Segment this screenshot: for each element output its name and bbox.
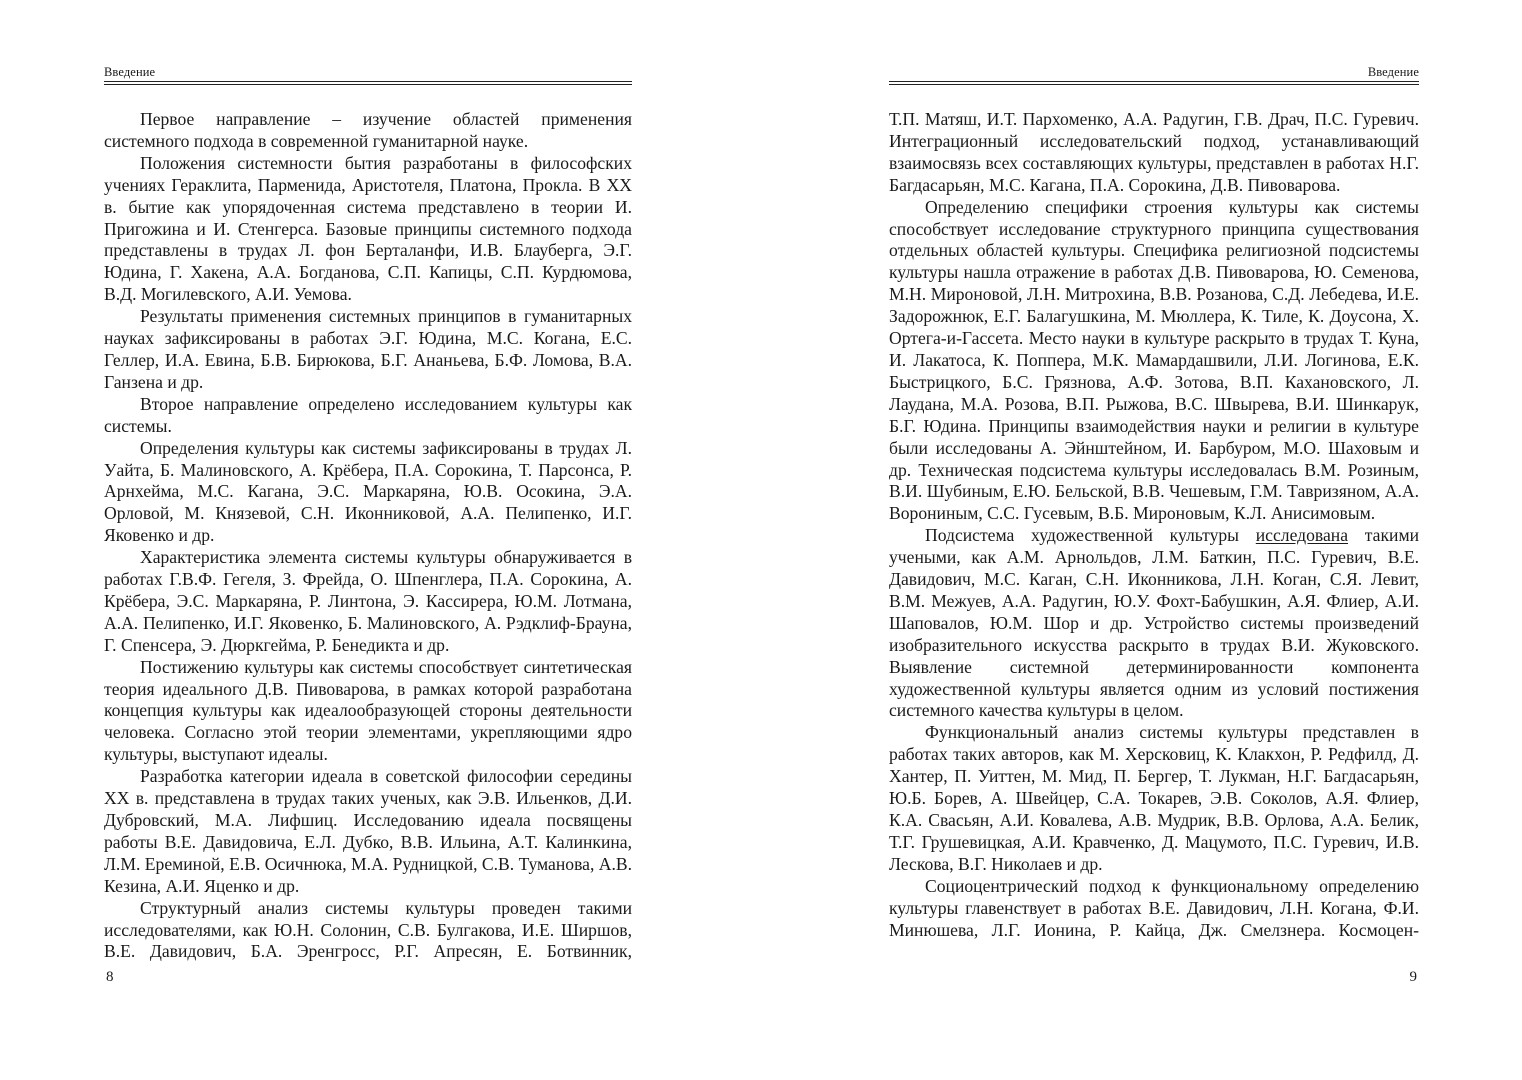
- paragraph: Характеристика элемента системы культуры обнаруживается в работах Г.В.Ф. Гегеля, З. Фрейда, О. Шпенглера, П.А. Сорокина, А. Крёбера, Э.С. Маркаряна, Р. Линтона, Э. Кассирера, Ю.М. Лотмана, А.А. Пелипенко, И.Г. Яковенко, Б. Малиновского, А. Рэдклиф-Брауна, Г. Спенсера, Э. Дюркгейма, Р. Бенедикта и др.: [104, 547, 632, 655]
- header-rule: [104, 84, 632, 85]
- paragraph: Постижению культуры как системы способствует синтетическая теория идеального Д.В. Пивоварова, в рамках которой разработана концепция культуры как идеалообразующей стороны деятельности человека. Согласно этой теории элементами, укрепляющими ядро культуры, выступают идеалы.: [104, 656, 632, 765]
- paragraph: Т.П. Матяш, И.Т. Пархоменко, А.А. Радугин, Г.В. Драч, П.С. Гуревич. Интеграционный исследовательский подход, устанавливающий взаимосвязь всех составляющих культуры, представлен в работах Н.Г. Багдасарьян, М.С. Кагана, П.А. Сорокина, Д.В. Пивоварова.: [889, 109, 1419, 195]
- left-page: [104, 0, 632, 1080]
- paragraph-text: Подсистема художественной культуры: [925, 525, 1256, 546]
- running-head: [889, 65, 1419, 87]
- body-text: [889, 109, 1419, 941]
- page-number: 9: [1409, 969, 1417, 985]
- paragraph: Определению специфики строения культуры как системы способствует исследование структурного принципа существования отдельных областей культуры. Специфика религиозной подсистемы культуры нашла отражение в работах Д.В. Пивоварова, Ю. Семенова, М.Н. Мироновой, Л.Н. Митрохина, В.В. Розанова, С.Д. Лебедева, И.Е. Задорожнюк, Е.Г. Балагушкина, М. Мюллера, К. Тиле, К. Доусона, Х. Ортега-и-Гассета. Место науки в культуре раскрыто в трудах Т. Куна, И. Лакатоса, К. Поппера, М.К. Мамардашвили, Л.И. Логинова, Е.К. Быстрицкого, Б.С. Грязнова, А.Ф. Зотова, В.П. Кахановского, Л. Лаудана, М.А. Розова, В.П. Рыжова, В.С. Швырева, В.И. Шинкарук, Б.Г. Юдина. Принципы взаимодействия науки и религии в культуре были исследованы А. Эйнштейном, И. Барбуром, М.О. Шаховым и др. Техническая подсистема культуры исследовалась В.М. Розиным, В.И. Шубиным, Е.Ю. Бельской, В.В. Чешевым, Г.М. Тавризяном, А.А. Ворониным, С.С. Гусевым, В.Б. Мироновым, К.Л. Анисимовым.: [889, 196, 1419, 524]
- page-number: 8: [106, 969, 114, 985]
- paragraph: Второе направление определено исследованием культуры как системы.: [104, 393, 632, 436]
- running-head-title: Введение: [1367, 65, 1419, 79]
- header-rule: [889, 81, 1419, 82]
- running-head: [104, 65, 632, 87]
- header-rule: [889, 84, 1419, 85]
- running-head-title: Введение: [104, 65, 156, 79]
- right-page: [889, 0, 1419, 1080]
- paragraph: Результаты применения системных принципов в гуманитарных науках зафиксированы в работах Э.Г. Юдина, М.С. Когана, Е.С. Геллер, И.А. Евина, Б.В. Бирюкова, Б.Г. Ананьева, Б.Ф. Ломова, В.А. Ганзена и др.: [104, 306, 632, 392]
- body-text: [104, 109, 632, 963]
- paragraph: [889, 525, 1419, 722]
- paragraph: Определения культуры как системы зафиксированы в трудах Л. Уайта, Б. Малиновского, А. Крёбера, П.А. Сорокина, Т. Парсонса, Р. Арнхейма, М.С. Кагана, Э.С. Маркаряна, Ю.В. Осокина, Э.А. Орловой, М. Князевой, С.Н. Иконниковой, А.А. Пелипенко, И.Г. Яковенко и др.: [104, 437, 632, 546]
- underlined-word: исследована: [1255, 525, 1349, 546]
- paragraph: Разработка категории идеала в советской философии середины XX в. представлена в трудах таких ученых, как Э.В. Ильенков, Д.И. Дубровский, М.А. Лифшиц. Исследованию идеала посвящены работы В.Е. Давидовича, Е.Л. Дубко, В.В. Ильина, А.Т. Калинкина, Л.М. Ереминой, Е.В. Осичнюка, М.А. Рудницкой, С.В. Туманова, А.В. Кезина, А.И. Яценко и др.: [104, 766, 632, 896]
- paragraph: Социоцентрический подход к функциональному определению культуры главенствует в работах В.Е. Давидович, Л.Н. Когана, Ф.И. Минюшева, Л.Г. Ионина, Р. Кайца, Дж. Смелзнера. Космоцен-: [889, 875, 1419, 940]
- paragraph-text: такими учеными, как А.М. Арнольдов, Л.М. Баткин, П.С. Гуревич, В.Е. Давидович, М.С. Каган, С.Н. Иконникова, Л.Н. Коган, С.Я. Левит, В.М. Межуев, А.А. Радугин, Ю.У. Фохт-Бабушкин, А.Я. Флиер, А.И. Шаповалов, Ю.М. Шор и др. Устройство системы произведений изобразительного искусства раскрыто в трудах В.И. Жуковского. Выявление системной детерминированности компонента художественной культуры является одним из условий постижения системного качества культуры в целом.: [889, 525, 1420, 721]
- paragraph: Положения системности бытия разработаны в философских учениях Гераклита, Парменида, Аристотеля, Платона, Прокла. В XX в. бытие как упорядоченная система представлено в теории И. Пригожина и И. Стенгерса. Базовые принципы системного подхода представлены в трудах Л. фон Берталанфи, И.В. Блауберга, Э.Г. Юдина, Г. Хакена, А.А. Богданова, С.П. Капицы, С.П. Курдюмова, В.Д. Могилевского, А.И. Уемова.: [104, 152, 632, 305]
- paragraph: Функциональный анализ системы культуры представлен в работах таких авторов, как М. Херсковиц, К. Клакхон, Р. Редфилд, Д. Хантер, П. Уиттен, М. Мид, П. Бергер, Т. Лукман, Н.Г. Багдасарьян, Ю.Б. Борев, А. Швейцер, С.А. Токарев, Э.В. Соколов, А.Я. Флиер, К.А. Свасьян, А.И. Ковалева, А.В. Мудрик, В.В. Орлова, А.А. Белик, Т.Г. Грушевицкая, А.И. Кравченко, Д. Мацумото, П.С. Гуревич, И.В. Лескова, В.Г. Николаев и др.: [889, 722, 1419, 874]
- header-rule: [104, 81, 632, 82]
- paragraph: Первое направление – изучение областей применения системного подхода в современной гуманитарной науке.: [104, 109, 632, 151]
- paragraph: Структурный анализ системы культуры проведен такими исследователями, как Ю.Н. Солонин, С.В. Булгакова, И.Е. Ширшов, В.Е. Давидович, Б.А. Эренгросс, Р.Г. Апресян, Е. Ботвинник,: [104, 897, 632, 962]
